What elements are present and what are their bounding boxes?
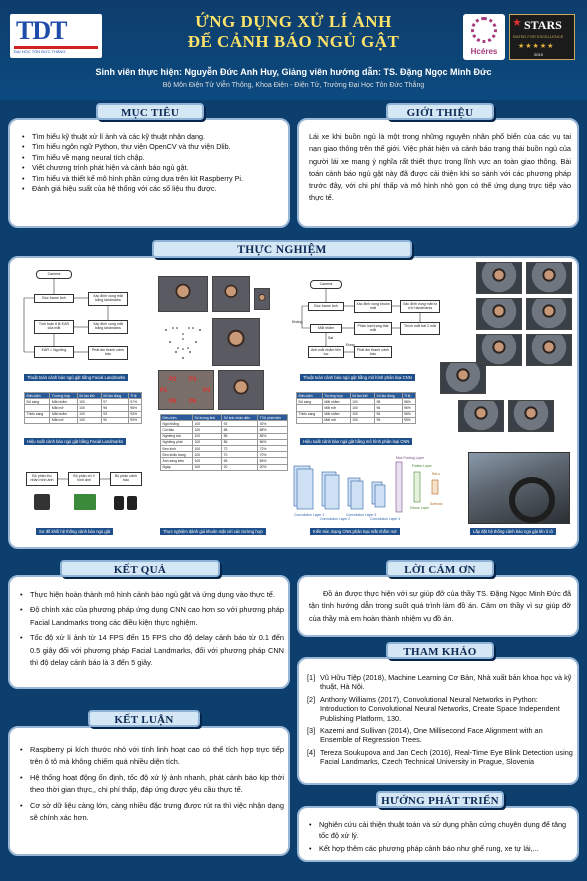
hceres-logo	[463, 14, 505, 60]
reference-text: Tereza Soukupova and Jan Cech (2016), Real-Time Eye Blink Detection using Facial Landmarks, Czech Technical University in Prague, Slovenia	[320, 747, 573, 767]
table-cell: Mắt mở	[50, 417, 77, 423]
poster-header	[0, 0, 587, 100]
table-cell: 100	[193, 464, 222, 470]
flow-left-arrows	[10, 258, 150, 373]
list-item: • Tìm hiểu và thiết kế mô hình phần cứng dựa trên kit Raspberry Pi.	[20, 174, 282, 184]
flow-node: Xác định vùng mắt bằng landmarks	[88, 320, 128, 334]
flow-node: Phát âm thanh cảnh báo	[354, 346, 392, 358]
table-landmarks-performance	[24, 392, 142, 424]
ket-qua-panel	[8, 575, 290, 689]
table-cell: Mắt mở	[322, 405, 350, 411]
huong-phat-trien-title: HƯỚNG PHÁT TRIỂN	[376, 791, 504, 808]
hceres-seal-icon	[471, 17, 497, 43]
caption-cnn-architecture: Kiến trúc mạng CNN phân loại mắt nhắm mở	[310, 528, 400, 535]
cnn-layer-label: Dense Layer	[410, 506, 430, 510]
table-cell: Đủ sáng	[25, 399, 50, 405]
landmark-label: P3	[189, 377, 197, 383]
landmark-label: P1	[160, 388, 168, 394]
driver-photo	[526, 262, 572, 294]
authors-line: Sinh viên thực hiện: Nguyễn Đức Anh Huy, Giảng viên hướng dẫn: TS. Đặng Ngọc Minh Đức	[95, 67, 492, 77]
list-item: • Nghiên cứu cải thiện thuật toán và sử dụng phần cứng chuyên dụng để tăng tốc độ xử lý.	[307, 820, 573, 842]
table-cell: Mắt mở	[50, 405, 77, 411]
table-cell: 93	[101, 411, 128, 417]
list-item: • Tìm hiểu về mạng neural tích chập.	[20, 153, 282, 163]
table-cell: Cúi đầu	[161, 427, 193, 433]
table-cell: 96%	[402, 411, 415, 417]
caption-flow-landmarks: Thuật toán cảnh báo ngủ gật bằng Facial Landmarks	[24, 374, 128, 381]
table-cell: 65%	[258, 458, 288, 464]
list-item: • Thực hiện hoàn thành mô hình cảnh báo ngủ gật và ứng dụng vào thực tế.	[18, 589, 284, 601]
table-cell: 95	[375, 417, 403, 423]
table-cell: 86%	[258, 439, 288, 445]
flow-right-arrows	[290, 258, 450, 373]
table-cell: 97	[101, 399, 128, 405]
flow-node: Xác định vùng mắt bằng landmarks	[88, 292, 128, 306]
caption-install: Lắp đặt hệ thống cảnh báo ngủ gật lên ô tô	[470, 528, 556, 535]
stars-logo-year: 2019	[534, 52, 543, 57]
hceres-logo-text: Hcéres	[470, 47, 498, 56]
table-cell: 100	[193, 421, 222, 427]
tdt-logo-mark: TDT	[16, 16, 67, 45]
list-item: • Tìm hiểu kỹ thuật xử lí ảnh và các kỹ thuật nhận dạng.	[20, 132, 282, 142]
table-cell: 72%	[258, 445, 288, 451]
gioi-thieu-title: GIỚI THIỆU	[386, 103, 494, 120]
gioi-thieu-panel	[297, 118, 579, 228]
flow-label: Sai	[328, 336, 334, 340]
face-photo	[254, 288, 270, 310]
table-cell: Mắt nhắm	[50, 411, 77, 417]
table-cell: 100	[77, 417, 101, 423]
table-cell: Nghiêng phải	[161, 439, 193, 445]
loi-cam-on-text: Đồ án được thực hiện với sự giúp đỡ của thầy TS. Đặng Ngọc Minh Đức đã tận tình hướng dẫn trong suốt quá trình làm đồ án. Cảm ơn thầy vì sự giúp đỡ của thầy mà em hoàn thành nhiệm vụ đồ án.	[309, 589, 571, 623]
flow-node: Thích mắt trái 2 mắt	[400, 322, 440, 335]
reference-number: [3]	[307, 726, 316, 736]
loi-cam-on-panel	[297, 575, 579, 637]
landmark-label: P6	[169, 399, 177, 405]
table-cell: Nghiêng trái	[161, 433, 193, 439]
table-cell: Đủ sáng	[297, 399, 323, 405]
speaker-icon	[127, 496, 137, 510]
driver-photo	[526, 298, 572, 330]
flow-node: Xác định vùng mắt từ vị trí landmarks	[400, 300, 440, 313]
ket-luan-list	[18, 744, 284, 824]
table-cell: 86	[222, 439, 258, 445]
tdt-logo-subtitle: ĐẠI HỌC TÔN ĐỨC THẮNG	[14, 49, 66, 54]
table-cell: Ngáp	[161, 464, 193, 470]
table-cell: 100	[350, 399, 374, 405]
flow-node: Tính toán tỉ lệ EAR của mắt	[34, 320, 74, 334]
face-photo	[158, 276, 208, 312]
list-item: • Cơ sở dữ liệu càng lớn, càng nhiều đặc trưng được rút ra thì việc nhận dạng sẽ chính xác hơn.	[18, 800, 284, 825]
list-item: • Viết chương trình phát hiện và cảnh báo ngủ gật.	[20, 163, 282, 173]
driver-photo	[508, 400, 554, 432]
ket-luan-title: KẾT LUẬN	[88, 710, 200, 727]
table-cell: 70%	[258, 452, 288, 458]
table-cell: Đeo kính	[161, 445, 193, 451]
table-row	[25, 417, 142, 423]
table-cell: 100	[193, 452, 222, 458]
tham-khao-list	[307, 673, 573, 770]
table-cell: 100	[193, 439, 222, 445]
steering-wheel-icon	[509, 477, 555, 523]
reference-item	[307, 726, 573, 745]
gioi-thieu-text: Lái xe khi buồn ngủ là một trong những nguyên nhân phổ biến của các vụ tai nạn giao thông trên thế giới. Việc phát hiện và cảnh báo trạng thái buồn ngủ của người lái xe mang ý nghĩa rất thiết thực trong lĩnh vực an toàn giao thông. Bài toán cảnh báo ngủ gật này đã được cải thiện khi so sánh với các phương pháp trước đây, với chi phí thấp và mô hình nhỏ gọn có thể ứng dụng trực tiếp vào thực tế.	[309, 132, 571, 203]
reference-item	[307, 748, 573, 767]
table-cell: Mắt mở	[322, 417, 350, 423]
landmark-label: P4	[203, 388, 211, 394]
reference-item	[307, 695, 573, 723]
flow-label: Đúng	[346, 343, 355, 347]
table-cell: 20	[222, 464, 258, 470]
tham-khao-panel	[297, 657, 579, 785]
table-cell: 96%	[128, 405, 141, 411]
tham-khao-title: THAM KHẢO	[386, 642, 494, 659]
table-cell: 93%	[128, 411, 141, 417]
table-cell: 95%	[402, 417, 415, 423]
car-install-photo	[468, 452, 570, 524]
table-cell: 100	[350, 417, 374, 423]
table-cell: 90	[101, 417, 128, 423]
table-header-cell: Tỉ lệ phát hiện	[258, 415, 288, 421]
flow-node: Camera	[310, 280, 342, 289]
caption-env: Thực nghiệm đánh giá khuôn mặt với các trường hợp	[160, 528, 266, 535]
cnn-layer-label: Convolution Layer 1	[294, 513, 325, 517]
flow-node: Anh mắt nhắm liên tục	[308, 346, 344, 358]
driver-photo	[476, 262, 522, 294]
face-photo	[212, 318, 260, 366]
thuc-nghiem-title: THỰC NGHIỆM	[152, 240, 412, 258]
table-cell: Ánh sáng kém	[161, 458, 193, 464]
table-cell: 20%	[258, 464, 288, 470]
driver-photo	[526, 334, 572, 366]
table-cell: 97%	[128, 399, 141, 405]
landmark-label: P5	[189, 399, 197, 405]
table-cell: 100	[77, 399, 101, 405]
flow-node: Camera	[36, 270, 72, 279]
driver-photo	[458, 400, 504, 432]
table-cell: 100	[77, 411, 101, 417]
driver-photo	[440, 362, 486, 394]
list-item: • Raspberry pi kích thước nhỏ với tính linh hoạt cao có thể tích hợp trực tiếp trên ô tô mà không chiếm quá nhiều diện tích.	[18, 744, 284, 769]
face-photo	[212, 276, 250, 312]
table-header-cell: Điều kiện	[297, 393, 323, 399]
muc-tieu-list	[20, 132, 282, 194]
cnn-layer-label: Max Pooling Layer	[396, 456, 425, 460]
flow-node: Đọc frame ảnh	[308, 302, 344, 311]
table-header-cell: Số lượng ảnh	[193, 415, 222, 421]
table-cell: 92%	[258, 421, 288, 427]
table-row	[161, 464, 288, 470]
flow-node: Phát âm thanh cảnh báo	[88, 346, 128, 360]
eye-closeup	[158, 370, 214, 410]
table-cell: Thiếu sáng	[297, 411, 323, 417]
list-item: • Hệ thống hoạt động ổn định, tốc độ xử lý ảnh nhanh, phát cảnh báo kịp thời theo thời gian thực,, chi phí thấp, đáp ứng được yêu cầu thực tế.	[18, 772, 284, 797]
stars-logo-name: STARS	[524, 18, 562, 32]
department-line: Bộ Môn Điện Tử Viễn Thông, Khoa Điện - Điện Tử, Trường Đại Học Tôn Đức Thắng	[162, 82, 425, 89]
block-node: Bộ phận xử lí hình ảnh	[68, 472, 100, 486]
table-header-cell: Trường hợp	[322, 393, 350, 399]
ket-luan-panel	[8, 726, 290, 856]
face-photo	[218, 370, 264, 410]
table-header-cell: Số lần đúng	[101, 393, 128, 399]
table-header-cell: Tỉ lệ	[128, 393, 141, 399]
list-item: • Độ chính xác của phương pháp ứng dụng CNN cao hơn so với phương pháp Facial Landmarks trong các điều kiện thực nghiệm.	[18, 604, 284, 629]
face-landmarks-diagram	[158, 318, 208, 368]
block-node: Bộ phận thu nhận hình ảnh	[26, 472, 58, 486]
table-cell: 96	[375, 405, 403, 411]
list-item: • Tìm hiểu ngôn ngữ Python, thư viện OpenCV và thư viện Dlib.	[20, 142, 282, 152]
stars-logo-rating: ★★★★★	[518, 43, 555, 50]
table-cell: 65	[222, 458, 258, 464]
table-cell: 85%	[258, 433, 288, 439]
table-header-cell: Điều kiện	[161, 415, 193, 421]
table-header-cell: Số lần thử	[77, 393, 101, 399]
table-cell: 90%	[128, 417, 141, 423]
stars-logo	[509, 14, 575, 60]
loi-cam-on-title: LỜI CẢM ƠN	[386, 560, 494, 577]
block-node: Bộ phận cảnh báo	[110, 472, 142, 486]
table-cell: 96%	[402, 405, 415, 411]
table-cell: 98%	[402, 399, 415, 405]
flow-label: Không	[292, 320, 303, 324]
cnn-layer-label: Convolution Layer 2	[320, 517, 351, 521]
table-cell: Mắt nhắm	[322, 411, 350, 417]
cnn-layer-label: Flatten Layer	[412, 464, 432, 468]
table-header-cell: Điều kiện	[25, 393, 50, 399]
star-icon: ★	[512, 17, 522, 29]
raspberry-pi-icon	[74, 494, 96, 510]
list-item: • Tốc độ xử lí ảnh từ 14 FPS đến 15 FPS cho độ delay cảnh báo từ 0.1 đến 0.5 giây đối với phương pháp Facial Landmarks, đối với phương pháp CNN thì độ delay cảnh báo là 3 đến 5 giây.	[18, 632, 284, 669]
table-header-cell: Số lần thử	[350, 393, 374, 399]
table-cell: 100	[350, 405, 374, 411]
table-cnn-performance	[296, 392, 416, 424]
thuc-nghiem-panel	[8, 256, 579, 549]
huong-phat-trien-list	[307, 820, 573, 854]
reference-number: [4]	[307, 747, 316, 757]
table-cell: 100	[77, 405, 101, 411]
muc-tieu-title: MỤC TIÊU	[96, 103, 204, 120]
poster-title-line1: ỨNG DỤNG XỬ LÍ ẢNH	[195, 12, 392, 31]
landmark-label: P2	[169, 377, 177, 383]
flow-node: EAR < Ngưỡng	[34, 346, 74, 358]
huong-phat-trien-panel	[297, 806, 579, 862]
table-cell: 100	[193, 433, 222, 439]
caption-block-diagram: Sơ đồ khối hệ thống cảnh báo ngủ gật	[36, 528, 113, 535]
reference-text: Anthony Williams (2017), Convolutional Neural Networks in Python: Introduction to Convolutional Neural Networks, Create Space Independent Publishing Platform, 130.	[320, 694, 560, 723]
table-cell: Mắt nhắm	[322, 399, 350, 405]
table-cell: 92	[222, 421, 258, 427]
cnn-layer-label: Convolution Layer 4	[370, 517, 401, 521]
camera-icon	[34, 494, 50, 510]
ket-qua-title: KẾT QUẢ	[60, 560, 220, 577]
cnn-layer-label: Convolution Layer 3	[346, 513, 377, 517]
table-cell: Mắt nhắm	[50, 399, 77, 405]
muc-tieu-panel	[8, 118, 290, 228]
table-header-cell: Số ảnh nhận diện	[222, 415, 258, 421]
table-header-cell: Trường hợp	[50, 393, 77, 399]
table-cell: 100	[193, 445, 222, 451]
table-cell: 100	[350, 411, 374, 417]
table-cell: 85	[222, 433, 258, 439]
reference-number: [1]	[307, 673, 316, 682]
flow-node: Xác định vùng khuôn mặt	[354, 300, 392, 313]
reference-text: Vũ Hữu Tiệp (2018), Machine Learning Cơ Bản, Nhà xuất bản khoa học và kỹ thuật, Hà Nội.	[320, 673, 572, 692]
driver-photo	[476, 298, 522, 330]
caption-perf-cnn: Hiệu suất cảnh báo ngủ gật bằng mô hình phân loại CNN	[300, 438, 412, 445]
list-item: • Kết hợp thêm các phương pháp cảnh báo như ghế rung, xe tự lái,...	[307, 844, 573, 855]
table-cell: Đeo khẩu trang	[161, 452, 193, 458]
table-environment	[160, 414, 288, 471]
table-cell: 88%	[258, 427, 288, 433]
table-row	[297, 417, 416, 423]
reference-number: [2]	[307, 694, 316, 704]
stars-logo-sub: RATED FOR EXCELLENCE	[513, 34, 564, 39]
list-item: • Đánh giá hiệu suất của hệ thống với các số liệu thu được.	[20, 184, 282, 194]
table-cell: 88	[222, 427, 258, 433]
table-cell: 98	[375, 399, 403, 405]
table-cell	[25, 417, 50, 423]
table-cell: Ngồi thẳng	[161, 421, 193, 427]
poster-title-line2: ĐỂ CẢNH BÁO NGỦ GẬT	[187, 32, 400, 51]
table-cell: 96	[375, 411, 403, 417]
flow-node: Đọc frame ảnh	[34, 294, 74, 303]
reference-item	[307, 673, 573, 692]
table-cell: 96	[101, 405, 128, 411]
caption-perf-landmarks: Hiệu suất cảnh báo ngủ gật bằng Facial Landmarks	[24, 438, 126, 445]
table-cell: 100	[193, 458, 222, 464]
cnn-layer-label: Softmax	[430, 502, 443, 506]
table-cell: 100	[193, 427, 222, 433]
flow-node: Phân loại trạng thái mắt	[354, 322, 392, 335]
table-cell: 70	[222, 452, 258, 458]
table-header-cell: Tỉ lệ	[402, 393, 415, 399]
cnn-layer-label: ReLu	[432, 472, 441, 476]
reference-text: Kazemi and Sullivan (2014), One Millisecond Face Alignment with an Ensemble of Regression Trees.	[320, 726, 543, 745]
ket-qua-list	[18, 589, 284, 669]
flow-node: Mắt nhắm	[310, 324, 342, 333]
table-cell: 72	[222, 445, 258, 451]
caption-flow-cnn: Thuật toán cảnh báo ngủ gật bằng mô hình phân loại CNN	[300, 374, 415, 381]
table-cell: Thiếu sáng	[25, 411, 50, 417]
table-cell	[297, 417, 323, 423]
table-header-cell: Số lần đúng	[375, 393, 403, 399]
speaker-icon	[114, 496, 124, 510]
